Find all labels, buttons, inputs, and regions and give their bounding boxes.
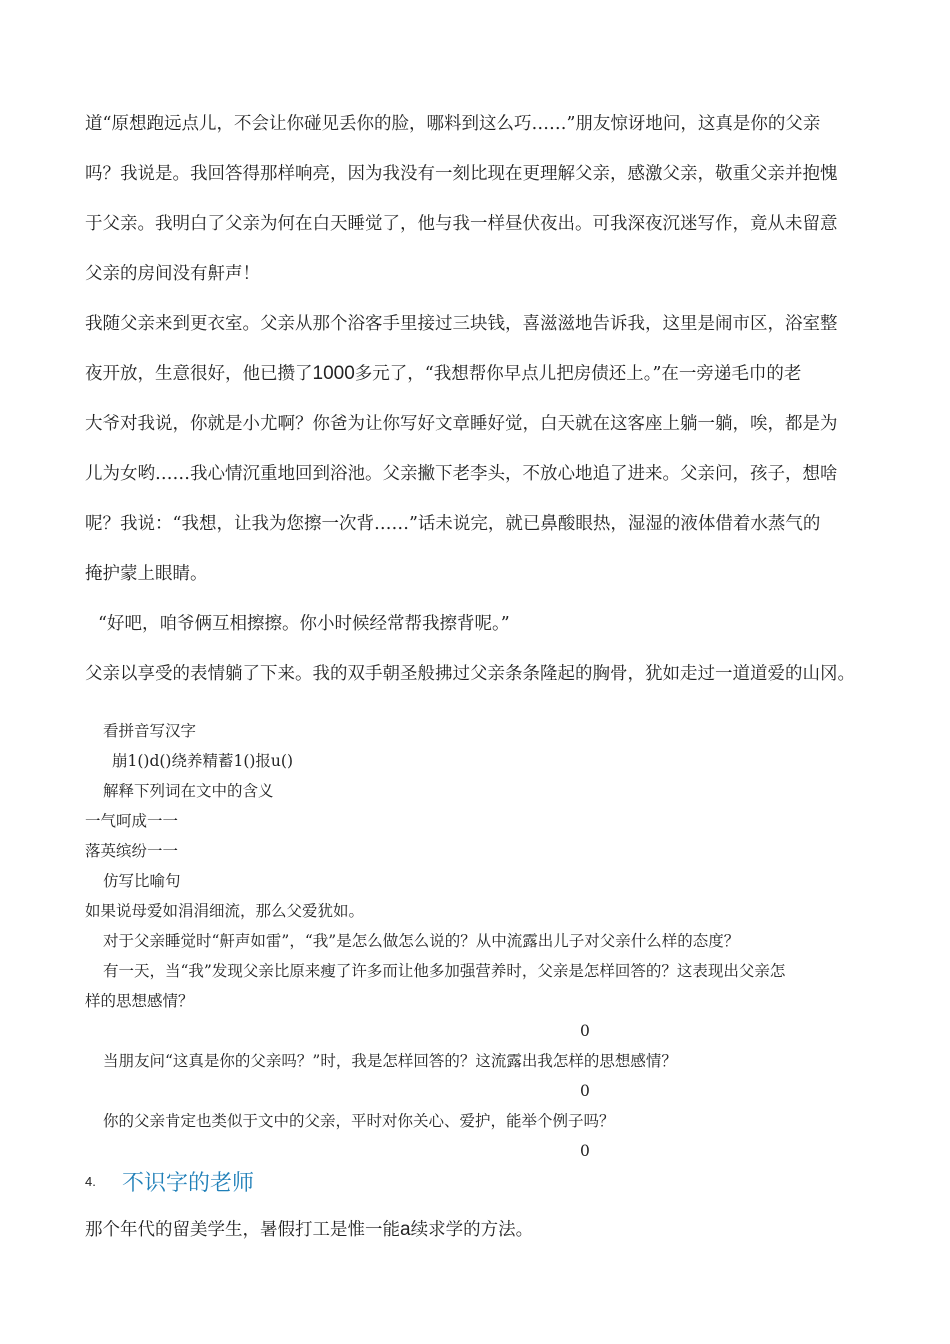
paragraph-line: 父亲的房间没有鼾声！: [85, 264, 260, 284]
question-line: 对于父亲睡觉时“鼾声如雷”，“我”是怎么做怎么说的？从中流露出儿子对父亲什么样的态度？: [103, 932, 740, 950]
text-segment: 那个年代的留美学生，暑假打工是惟一能: [85, 1220, 400, 1240]
section-heading: [85, 1166, 254, 1206]
text-segment: 夜开放，生意很好，他已攒了: [85, 364, 313, 384]
exercise-item: 一气呵成一一: [85, 812, 179, 830]
answer-mark: 0: [580, 1142, 590, 1160]
answer-mark: 0: [580, 1082, 590, 1100]
exercise-item: 如果说母爱如涓涓细流，那么父爱犹如。: [85, 902, 365, 920]
text-segment: 续求学的方法。: [410, 1220, 534, 1240]
paragraph-line: 吗？我说是。我回答得那样响亮，因为我没有一刻比现在更理解父亲，感激父亲，敬重父亲并抱愧: [85, 164, 838, 184]
question-line: 你的父亲肯定也类似于文中的父亲，平时对你关心、爱护，能举个例子吗？: [103, 1112, 615, 1130]
answer-mark: 0: [580, 1022, 590, 1040]
exercise-title-meaning: 解释下列词在文中的含义: [103, 782, 274, 800]
question-line: 样的思想感情？: [85, 992, 194, 1010]
section-number: 4.: [85, 1174, 96, 1189]
paragraph-line: [85, 1205, 875, 1255]
stray-letter: a: [400, 1219, 411, 1240]
exercise-item: 落英缤纷一一: [85, 842, 179, 860]
exercise-title-pinyin: 看拼音写汉字: [103, 722, 197, 740]
paragraph-line: 于父亲。我明白了父亲为何在白天睡觉了，他与我一样昼伏夜出。可我深夜沉迷写作，竟从未留意: [85, 214, 838, 234]
exercise-pinyin-items: 崩1()d()绕养精蓄1()报u(): [112, 752, 294, 770]
paragraph-line: 掩护蒙上眼睛。: [85, 564, 208, 584]
dialogue-line: “好吧，咱爷俩互相擦擦。你小时候经常帮我擦背呢。”: [98, 614, 510, 634]
paragraph-line: [85, 349, 875, 399]
number-1000: 1000: [312, 363, 355, 384]
paragraph-line: 父亲以享受的表情躺了下来。我的双手朝圣般拂过父亲条条隆起的胸骨，犹如走过一道道爱的山冈。: [85, 664, 855, 684]
exercise-title-simile: 仿写比喻句: [103, 872, 181, 890]
paragraph-line: 我随父亲来到更衣室。父亲从那个浴客手里接过三块钱，喜滋滋地告诉我，这里是闹市区，浴室整: [85, 314, 838, 334]
text-segment: 多元了，“我想帮你早点儿把房债还上。”在一旁递毛巾的老: [354, 364, 802, 384]
paragraph-line: 大爷对我说，你就是小尤啊？你爸为让你写好文章睡好觉，白天就在这客座上躺一躺，唉，都是为: [85, 414, 838, 434]
question-line: 有一天，当“我”发现父亲比原来瘦了许多而让他多加强营养时，父亲是怎样回答的？这表现出父亲怎: [103, 962, 786, 980]
paragraph-line: 呢？我说：“我想，让我为您擦一次背……”话未说完，就已鼻酸眼热，湿湿的液体借着水蒸气的: [85, 514, 821, 534]
section-title: 不识字的老师: [122, 1171, 255, 1196]
question-line: 当朋友问“这真是你的父亲吗？”时，我是怎样回答的？这流露出我怎样的思想感情？: [103, 1052, 677, 1070]
paragraph-line: 儿为女哟……我心情沉重地回到浴池。父亲撇下老李头，不放心地追了进来。父亲问，孩子，想啥: [85, 464, 838, 484]
paragraph-line: 道“原想跑远点儿，不会让你碰见丢你的脸，哪料到这么巧……”朋友惊讶地问，这真是你的父亲: [85, 114, 821, 134]
